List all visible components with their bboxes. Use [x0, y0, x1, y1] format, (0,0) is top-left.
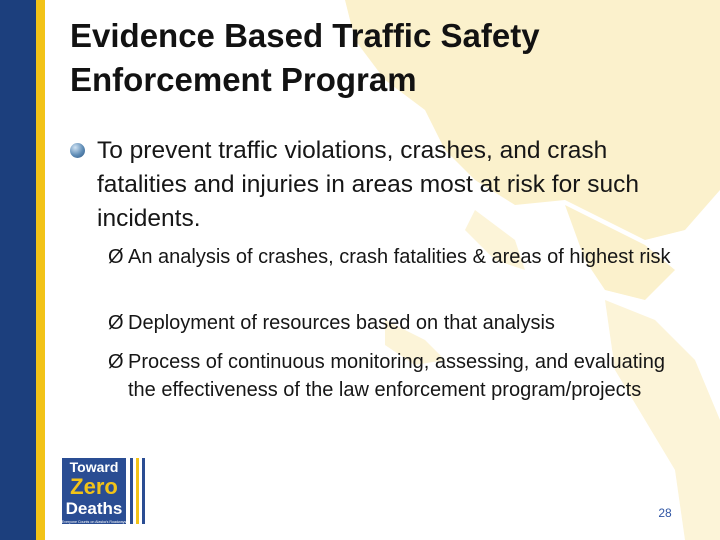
left-accent-bar	[0, 0, 36, 540]
sub-bullet	[108, 309, 678, 337]
sub-bullet	[108, 243, 678, 271]
arrow-bullet-icon: Ø	[108, 351, 124, 373]
sub-bullet-text: Process of continuous monitoring, assessing, and evaluating the effectiveness of the law enforcement program/projects	[128, 351, 665, 401]
logo-text-zero: Zero	[70, 474, 118, 499]
bullet-dot-icon	[70, 143, 85, 158]
logo-text-toward: Toward	[69, 459, 119, 475]
title-line-2: Enforcement Program	[70, 61, 417, 98]
sub-bullet-text: An analysis of crashes, crash fatalities & areas of highest risk	[128, 246, 671, 268]
sub-bullet	[108, 348, 678, 404]
title-line-1: Evidence Based Traffic Safety	[70, 17, 540, 54]
page-number: 28	[658, 506, 672, 520]
arrow-bullet-icon: Ø	[108, 246, 124, 268]
logo-text-deaths: Deaths	[65, 499, 123, 518]
logo-tagline: Everyone Counts on Alaska's Roadways	[61, 520, 127, 524]
gold-accent-stripe	[36, 0, 45, 540]
main-bullet: To prevent traffic violations, crashes, and crash fatalities and injuries in areas most at risk for such incidents.	[97, 137, 639, 232]
arrow-bullet-icon: Ø	[108, 312, 124, 334]
sub-bullet-text: Deployment of resources based on that analysis	[128, 312, 555, 334]
slide-title	[70, 14, 670, 102]
toward-zero-deaths-logo	[60, 456, 150, 530]
